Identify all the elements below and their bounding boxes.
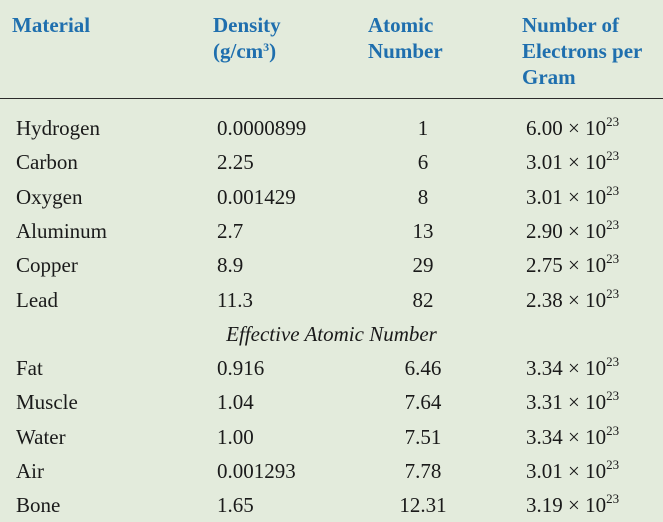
header-material-label: Material — [12, 13, 91, 37]
cell-electrons-per-gram — [526, 145, 619, 179]
table-row — [0, 180, 663, 214]
header-density-label: Density — [213, 13, 281, 37]
header-electrons-line2: Electrons per — [522, 39, 643, 63]
cell-density: 2.25 — [217, 150, 254, 175]
cell-atomic-number: 7.64 — [404, 390, 442, 415]
cell-electrons-per-gram — [526, 180, 619, 214]
cell-atomic-number: 6 — [417, 150, 429, 175]
cell-atomic-number: 6.46 — [404, 356, 442, 380]
cell-density: 0.001429 — [217, 184, 296, 209]
cell-atomic-number: 13 — [412, 218, 434, 243]
cell-atomic-number: 7.51 — [404, 424, 442, 449]
electrons-exponent: 23 — [606, 251, 620, 267]
cell-material: Water — [16, 424, 66, 449]
header-electrons-line3: Gram — [522, 65, 576, 89]
header-density-unit-post: ) — [269, 39, 277, 63]
cell-material: Aluminum — [16, 218, 108, 243]
electrons-mantissa: 2.90 × 10 — [526, 218, 607, 243]
table-row — [0, 214, 663, 248]
electrons-exponent: 23 — [606, 388, 620, 404]
cell-atomic-number: 8 — [417, 184, 429, 209]
cell-material: Bone — [16, 493, 61, 518]
cell-density: 0.0000899 — [217, 116, 307, 140]
header-atomic-line1: Atomic — [368, 13, 434, 37]
table-row — [0, 111, 663, 145]
header-electrons-line1: Number of — [522, 13, 620, 37]
header-density-unit-pre: (g/cm — [213, 39, 264, 63]
cell-material: Muscle — [16, 390, 78, 415]
electrons-mantissa: 6.00 × 10 — [526, 116, 607, 140]
cell-density: 0.001293 — [217, 458, 296, 483]
section-label: Effective Atomic Number — [226, 322, 437, 346]
electrons-mantissa: 2.38 × 10 — [526, 287, 607, 312]
header-density-unit-sup: 3 — [263, 40, 270, 54]
table-row — [0, 488, 663, 522]
cell-electrons-per-gram — [526, 111, 619, 145]
electrons-exponent: 23 — [606, 491, 620, 507]
electrons-mantissa: 3.34 × 10 — [526, 424, 607, 449]
table-row — [0, 248, 663, 282]
header-atomic-number — [368, 12, 443, 64]
electrons-mantissa: 3.34 × 10 — [526, 356, 607, 380]
cell-atomic-number: 29 — [412, 253, 434, 278]
header-electrons-per-gram — [522, 12, 642, 90]
header-atomic-line2: Number — [368, 39, 443, 63]
table-row — [0, 420, 663, 454]
cell-material: Hydrogen — [16, 116, 100, 140]
cell-electrons-per-gram — [526, 248, 619, 282]
table-row — [0, 283, 663, 317]
cell-density: 1.65 — [217, 493, 254, 518]
cell-atomic-number: 12.31 — [399, 493, 447, 518]
cell-density: 1.00 — [217, 424, 254, 449]
cell-material: Copper — [16, 253, 78, 278]
header-density-unit — [213, 38, 281, 64]
cell-density: 0.916 — [217, 356, 265, 380]
electrons-exponent: 23 — [606, 216, 620, 232]
table-row — [0, 385, 663, 419]
electrons-mantissa: 3.31 × 10 — [526, 390, 607, 415]
electrons-mantissa: 2.75 × 10 — [526, 253, 607, 278]
electrons-mantissa: 3.01 × 10 — [526, 184, 607, 209]
electrons-exponent: 23 — [606, 114, 620, 129]
header-material — [12, 12, 90, 38]
cell-electrons-per-gram — [526, 351, 619, 385]
cell-electrons-per-gram — [526, 283, 619, 317]
cell-electrons-per-gram — [526, 420, 619, 454]
cell-electrons-per-gram — [526, 488, 619, 522]
electrons-exponent: 23 — [606, 285, 620, 301]
cell-atomic-number: 82 — [412, 287, 434, 312]
table-row — [0, 351, 663, 385]
cell-material: Air — [16, 458, 44, 483]
electrons-exponent: 23 — [606, 354, 620, 369]
cell-atomic-number: 1 — [417, 116, 429, 140]
table-row — [0, 145, 663, 179]
cell-material: Lead — [16, 287, 58, 312]
electrons-mantissa: 3.01 × 10 — [526, 458, 607, 483]
electrons-exponent: 23 — [606, 422, 620, 438]
electrons-mantissa: 3.19 × 10 — [526, 493, 607, 518]
table-header — [0, 0, 663, 99]
cell-electrons-per-gram — [526, 454, 619, 488]
cell-electrons-per-gram — [526, 385, 619, 419]
cell-electrons-per-gram — [526, 214, 619, 248]
electrons-exponent: 23 — [606, 148, 620, 164]
cell-material: Fat — [16, 356, 43, 380]
cell-density: 8.9 — [217, 253, 244, 278]
cell-material: Carbon — [16, 150, 78, 175]
cell-atomic-number: 7.78 — [404, 458, 442, 483]
electrons-exponent: 23 — [606, 456, 620, 472]
cell-density: 11.3 — [217, 287, 253, 312]
cell-density: 1.04 — [217, 390, 254, 415]
table-row — [0, 454, 663, 488]
cell-density: 2.7 — [217, 218, 244, 243]
cell-material: Oxygen — [16, 184, 83, 209]
header-density — [213, 12, 281, 64]
electrons-mantissa: 3.01 × 10 — [526, 150, 607, 175]
electrons-exponent: 23 — [606, 182, 620, 198]
